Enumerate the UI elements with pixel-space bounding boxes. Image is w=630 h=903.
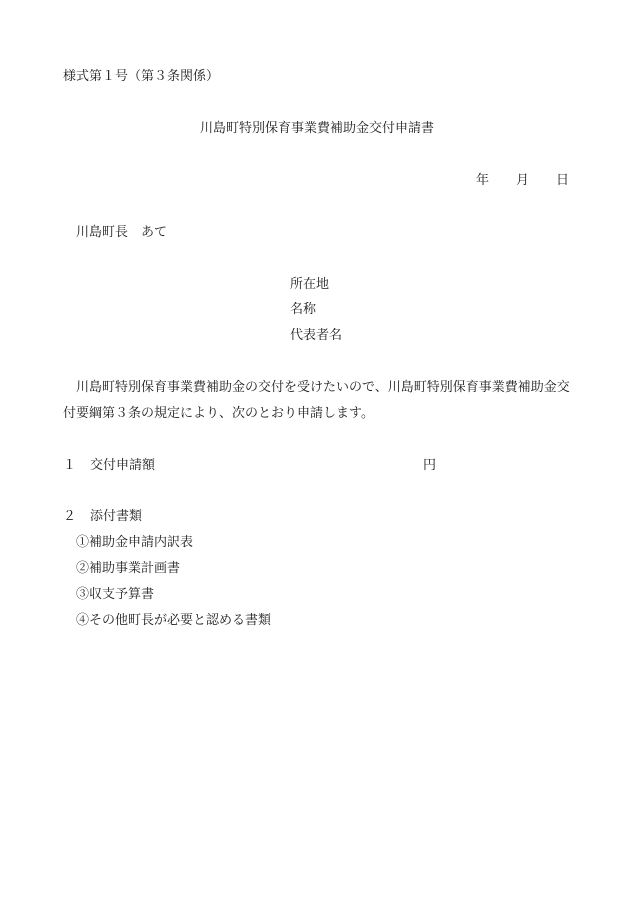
date-month-label: 月 [516, 173, 530, 188]
date-year-label: 年 [476, 173, 490, 188]
addressee: 川島町長 あて [76, 225, 168, 240]
attachment-item: ①補助金申請内訳表 [76, 535, 194, 550]
representative-label: 代表者名 [290, 328, 343, 343]
item1-number: １ [63, 458, 77, 473]
form-number: 様式第１号（第３条関係） [63, 69, 220, 84]
item2-number: ２ [63, 509, 77, 524]
item1-unit: 円 [423, 458, 437, 473]
name-label: 名称 [290, 302, 317, 317]
date-day-label: 日 [556, 173, 570, 188]
item2-label: 添付書類 [90, 509, 143, 524]
attachment-item: ④その他町長が必要と認める書類 [76, 613, 272, 628]
attachment-item: ③収支予算書 [76, 587, 155, 602]
attachment-item: ②補助事業計画書 [76, 561, 181, 576]
item1-label: 交付申請額 [90, 458, 156, 473]
body-line-1: 川島町特別保育事業費補助金の交付を受けたいので、川島町特別保育事業費補助金交 [63, 380, 570, 395]
body-line-2: 付要綱第３条の規定により、次のとおり申請します。 [63, 406, 374, 421]
document-title: 川島町特別保育事業費補助金交付申請書 [200, 121, 435, 136]
address-label: 所在地 [290, 277, 330, 292]
